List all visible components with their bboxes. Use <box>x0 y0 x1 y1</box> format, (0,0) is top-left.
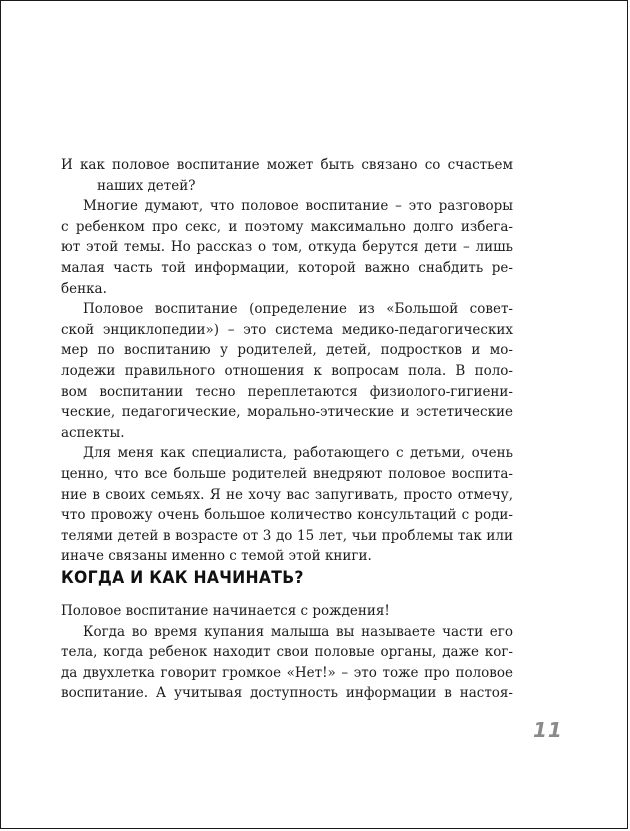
body-text-block-2 <box>61 601 513 704</box>
page-number: 11 <box>533 718 563 742</box>
text-line: ценно, что все больше родителей внедряют половое воспита- <box>61 465 513 482</box>
section-heading: КОГДА И КАК НАЧИНАТЬ? <box>61 568 304 588</box>
text-line: ской энциклопедии») – это система медико-педагогических <box>61 321 513 338</box>
text-line: что провожу очень большое количество консультаций с роди- <box>61 507 513 524</box>
text-line: вом воспитании тесно переплетаются физиолого-гигиени- <box>61 383 513 400</box>
text-line: Многие думают, что половое воспитание – это разговоры <box>83 198 513 215</box>
text-line: ческие, педагогические, морально-этические и эстетические <box>61 404 513 421</box>
text-line: бенка. <box>61 280 107 297</box>
text-line: Для меня как специалиста, работающего с детьми, очень <box>83 445 513 462</box>
body-text-block-1 <box>61 155 513 567</box>
text-line: ют этой темы. Но рассказ о том, откуда берутся дети – лишь <box>61 239 513 256</box>
text-line: малая часть той информации, которой важно снабдить ре- <box>61 259 513 276</box>
text-line: тела, когда ребенок находит свои половые органы, даже ког- <box>61 644 513 661</box>
text-line: воспитание. А учитывая доступность информации в настоя- <box>61 685 513 702</box>
text-line: лодежи правильного отношения к вопросам пола. В поло- <box>61 362 513 379</box>
text-line: наших детей? <box>97 177 196 194</box>
text-line: Половое воспитание начинается с рождения! <box>61 603 390 619</box>
text-line: да двухлетка говорит громкое «Нет!» – это тоже про половое <box>61 664 513 681</box>
text-line: телями детей в возрасте от 3 до 15 лет, чьи проблемы так или <box>61 527 513 544</box>
text-line: иначе связаны именно с темой этой книги. <box>61 548 372 565</box>
text-line: с ребенком про секс, и поэтому максимально долго избега- <box>61 218 513 235</box>
text-line: Половое воспитание (определение из «Большой совет- <box>83 301 513 318</box>
text-line: ние в своих семьях. Я не хочу вас запугивать, просто отмечу, <box>61 486 513 503</box>
text-line: аспекты. <box>61 424 125 441</box>
text-line: И как половое воспитание может быть связано со счастьем <box>61 157 513 173</box>
text-line: Когда во время купания малыша вы называете части его <box>83 623 513 640</box>
text-line: мер по воспитанию у родителей, детей, подростков и мо- <box>61 342 513 359</box>
